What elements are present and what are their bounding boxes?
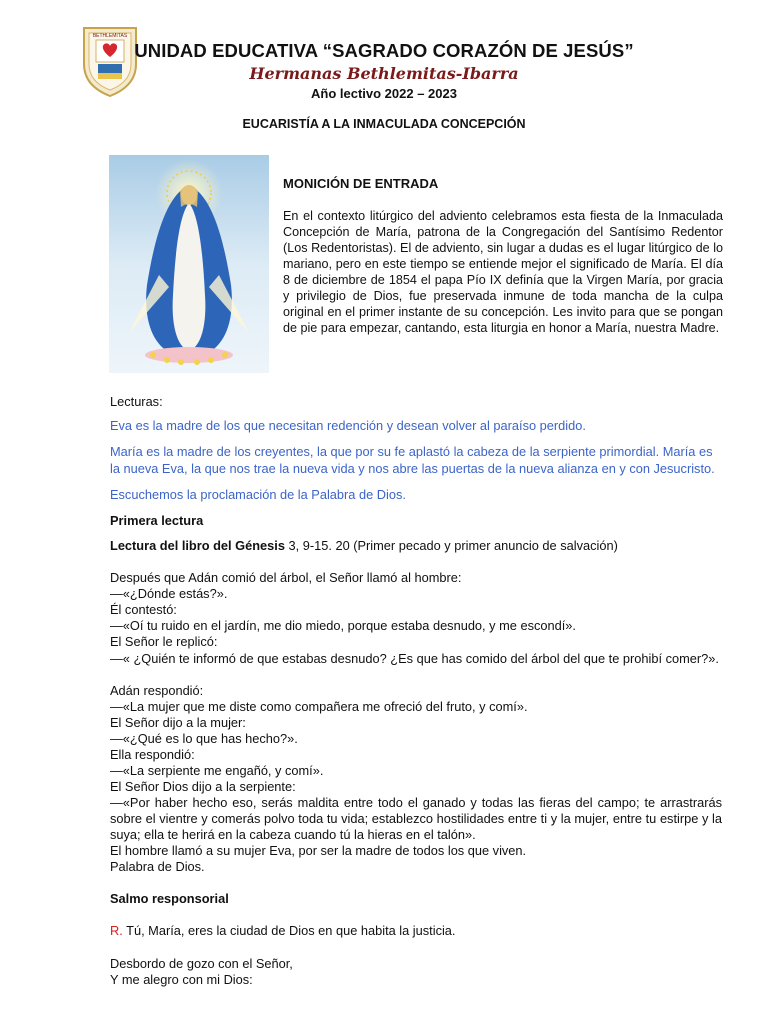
reading-line: El Señor dijo a la mujer: [110, 715, 246, 730]
lecturas-intro-3: Escuchemos la proclamación de la Palabra de Dios. [110, 487, 406, 502]
reading-line: —« ¿Quién te informó de que estabas desnudo? ¿Es que has comido del árbol del que te prohibí comer?». [110, 651, 719, 666]
reading-line: Palabra de Dios. [110, 859, 205, 874]
lecturas-intro-1: Eva es la madre de los que necesitan redención y desean volver al paraíso perdido. [110, 418, 586, 433]
reading-line: Después que Adán comió del árbol, el Señor llamó al hombre: [110, 570, 462, 585]
reading-line: El Señor Dios dijo a la serpiente: [110, 779, 296, 794]
document-title: EUCARISTÍA A LA INMACULADA CONCEPCIÓN [242, 117, 526, 131]
response-text: Tú, María, eres la ciudad de Dios en que habita la justicia. [122, 923, 456, 938]
reading-line: —«¿Qué es lo que has hecho?». [110, 731, 298, 746]
reading-line: El hombre llamó a su mujer Eva, por ser la madre de todos los que viven. [110, 843, 527, 858]
reading-line: Ella respondió: [110, 747, 195, 762]
salmo-response [110, 923, 722, 940]
salmo-verse-line: Y me alegro con mi Dios: [110, 972, 253, 987]
reading-line: Él contestó: [110, 602, 177, 617]
salmo-verse-line: Desbordo de gozo con el Señor, [110, 956, 293, 971]
school-subtitle: Hermanas Bethlemitas-Ibarra [249, 64, 519, 83]
reference-detail: 3, 9-15. 20 (Primer pecado y primer anuncio de salvación) [284, 538, 618, 553]
response-marker: R. [110, 923, 123, 938]
logo-text-top: BETHLEMITAS [92, 33, 128, 39]
lecturas-intro-2: María es la madre de los creyentes, la que por su fe aplastó la cabeza de la serpiente primordial. María es la nueva Eva, la que nos trae la nueva vida y nos abre las puertas de la nueva alianza en y con Jesucristo. [110, 444, 715, 477]
reading-line: —«La mujer que me diste como compañera me ofreció del fruto, y comí». [110, 699, 528, 714]
reading-line: El Señor le replicó: [110, 634, 218, 649]
virgin-mary-image [109, 155, 269, 373]
lecturas-label: Lecturas: [110, 394, 163, 409]
reading-line: —«Oí tu ruido en el jardín, me dio miedo, porque estaba desnudo, y me escondí». [110, 618, 576, 633]
primera-lectura-heading: Primera lectura [110, 513, 204, 528]
salmo-heading: Salmo responsorial [110, 891, 229, 906]
primera-lectura-reference [110, 538, 722, 555]
reading-line: Adán respondió: [110, 683, 204, 698]
school-year: Año lectivo 2022 – 2023 [311, 86, 457, 101]
reading-line: —«La serpiente me engañó, y comí». [110, 763, 324, 778]
reading-line: —«Por haber hecho eso, serás maldita entre todo el ganado y todas las fieras del campo; te arrastrarás sobre el vientre y comerás polvo toda tu vida; establezco hostilidades entre ti y la mujer, entre tu estirpe y la suya; ella te herirá en la cabeza cuando tú la hieras en el talón». [110, 795, 722, 843]
school-name: UNIDAD EDUCATIVA “SAGRADO CORAZÓN DE JESÚS” [134, 40, 634, 61]
reference-book: Lectura del libro del Génesis [110, 538, 285, 553]
monicion-paragraph: En el contexto litúrgico del adviento celebramos esta fiesta de la Inmaculada Concepción de María, patrona de la Congregación del Santísimo Redentor (Los Redentoristas). El de adviento, sin lugar a dudas es el lugar litúrgico de lo mariano, pero en este tiempo se entiende mejor el significado de María. El día 8 de diciembre de 1854 el papa Pío IX definía que la Virgen María, por gracia y privilegio de Dios, fue preservada inmune de toda mancha de la culpa original en el primer instante de su concepción. Les invito para que se pongan de pie para empezar, cantando, esta liturgia en honor a María, nuestra Madre. [283, 209, 723, 335]
reading-line: —«¿Dónde estás?». [110, 586, 228, 601]
monicion-heading: MONICIÓN DE ENTRADA [283, 176, 439, 191]
